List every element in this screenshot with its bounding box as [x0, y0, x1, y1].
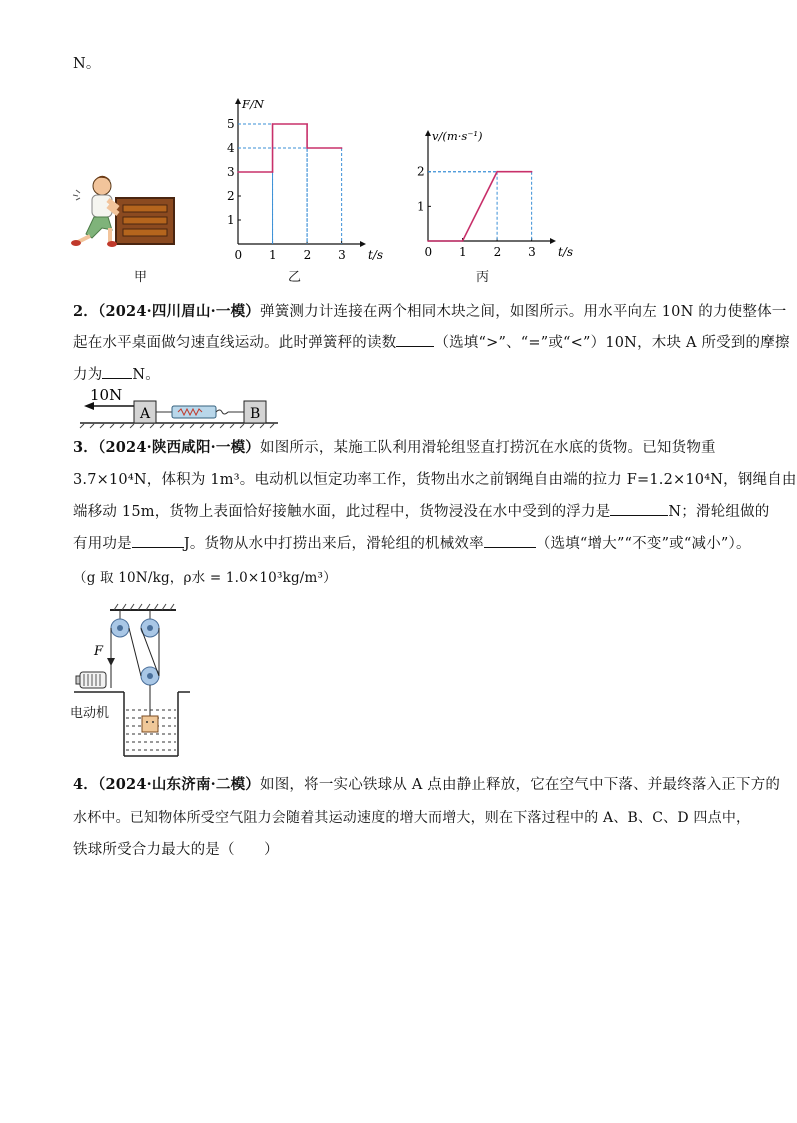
x-tick-label: 0	[424, 245, 433, 259]
data-point	[272, 123, 274, 125]
caption-yi: 乙	[288, 270, 302, 285]
q2-answer-blank-1[interactable]	[396, 332, 434, 347]
y-tick-label: 4	[227, 141, 235, 155]
y-axis-label: v/(m·s⁻¹)	[432, 129, 483, 143]
data-point	[237, 171, 239, 173]
q2-answer-blank-2[interactable]	[102, 364, 132, 379]
data-series-line	[428, 172, 532, 241]
velocity-time-chart	[410, 120, 574, 264]
spring-scale-blocks-figure	[80, 386, 280, 428]
x-tick-label: 3	[338, 248, 346, 262]
y-axis-arrow	[425, 130, 431, 136]
q2-line-1: 2．（2024·四川眉山·一模）弹簧测力计连接在两个相同木块之间，如图所示。用水平向左 10N 的力使整体一	[73, 303, 787, 320]
q4-source: （2024·山东济南·二模）	[98, 776, 261, 793]
x-tick-label: 1	[269, 248, 277, 262]
cargo	[142, 716, 158, 732]
q3-number: 3．	[73, 439, 98, 456]
data-point	[306, 123, 308, 125]
q4-line-3: 铁球所受合力最大的是（ ）	[73, 842, 279, 858]
x-axis-arrow	[360, 241, 366, 247]
data-point	[272, 171, 274, 173]
q2-line-3: 力为 N。	[73, 364, 160, 385]
q2-number: 2．	[73, 303, 98, 320]
q3-force-label: F	[94, 644, 104, 659]
y-tick-label: 5	[227, 117, 235, 131]
q3-line-2: 3.7×10⁴N，体积为 1m³。电动机以恒定功率工作，货物出水之前钢绳自由端的拉力 F=1.2×10⁴N，钢绳自由	[73, 472, 797, 488]
pulley-system-figure	[70, 600, 200, 764]
y-tick-label: 2	[417, 164, 425, 179]
q3-line-4: 有用功是 J。货物从水中打捞出来后，滑轮组的机械效率 （选填“增大”“不变”或“减小”）。	[73, 533, 751, 554]
q3-answer-blank-3[interactable]	[484, 533, 536, 548]
caption-bing: 丙	[476, 270, 490, 285]
data-point	[306, 147, 308, 149]
q3-line-1: 3．（2024·陕西咸阳·一模）如图所示，某施工队利用滑轮组竖直打捞沉在水底的货物。已知货物重	[73, 439, 716, 456]
y-tick-label: 1	[227, 213, 235, 227]
x-tick-label: 0	[234, 248, 243, 262]
data-point	[496, 171, 498, 173]
q3-line-3: 端移动 15m，货物上表面恰好接触水面，此过程中，货物浸没在水中受到的浮力是 N；滑轮组做的	[73, 501, 770, 522]
x-tick-label: 2	[493, 245, 502, 259]
y-axis-label: F/N	[242, 97, 264, 111]
q4-line-1: 4．（2024·山东济南·二模）如图，将一实心铁球从 A 点由静止释放，它在空气中下落、并最终落入正下方的	[73, 776, 781, 793]
q3-line-5: （g 取 10N/kg，ρ水 = 1.0×10³kg/m³）	[73, 570, 337, 586]
block-b-label: B	[250, 406, 261, 422]
y-tick-label: 3	[227, 165, 235, 179]
q2-force-label: 10N	[90, 386, 123, 404]
q2-source: （2024·四川眉山·一模）	[98, 303, 261, 320]
person-pushing-box-figure	[68, 168, 180, 250]
y-axis-arrow	[235, 98, 241, 104]
data-point	[341, 147, 343, 149]
y-tick-label: 1	[417, 199, 425, 214]
x-tick-label: 3	[528, 245, 536, 259]
data-point	[427, 240, 429, 242]
previous-question-fragment: N。	[73, 56, 101, 72]
q4-number: 4．	[73, 776, 98, 793]
force-time-chart	[220, 84, 384, 264]
x-tick-label: 2	[303, 248, 312, 262]
x-tick-label: 1	[459, 245, 467, 259]
q3-answer-blank-1[interactable]	[610, 501, 668, 516]
data-point	[531, 171, 533, 173]
q4-line-2: 水杯中。已知物体所受空气阻力会随着其运动速度的增大而增大，则在下落过程中的 A、B、C、D 四点中，	[73, 810, 751, 826]
motor-label: 电动机	[70, 706, 110, 721]
q2-line-2: 起在水平桌面做匀速直线运动。此时弹簧秤的读数 （选填“>”、“=”或“<”）10N，木块 A 所受到的摩擦	[73, 332, 790, 353]
caption-jia: 甲	[134, 270, 148, 285]
x-axis-label: t/s	[558, 245, 574, 259]
data-point	[462, 240, 464, 242]
y-tick-label: 2	[227, 189, 235, 203]
x-axis-label: t/s	[368, 248, 384, 262]
block-a-label: A	[140, 406, 151, 422]
x-axis-arrow	[550, 238, 556, 244]
q3-source: （2024·陕西咸阳·一模）	[98, 439, 261, 456]
q3-answer-blank-2[interactable]	[132, 533, 184, 548]
